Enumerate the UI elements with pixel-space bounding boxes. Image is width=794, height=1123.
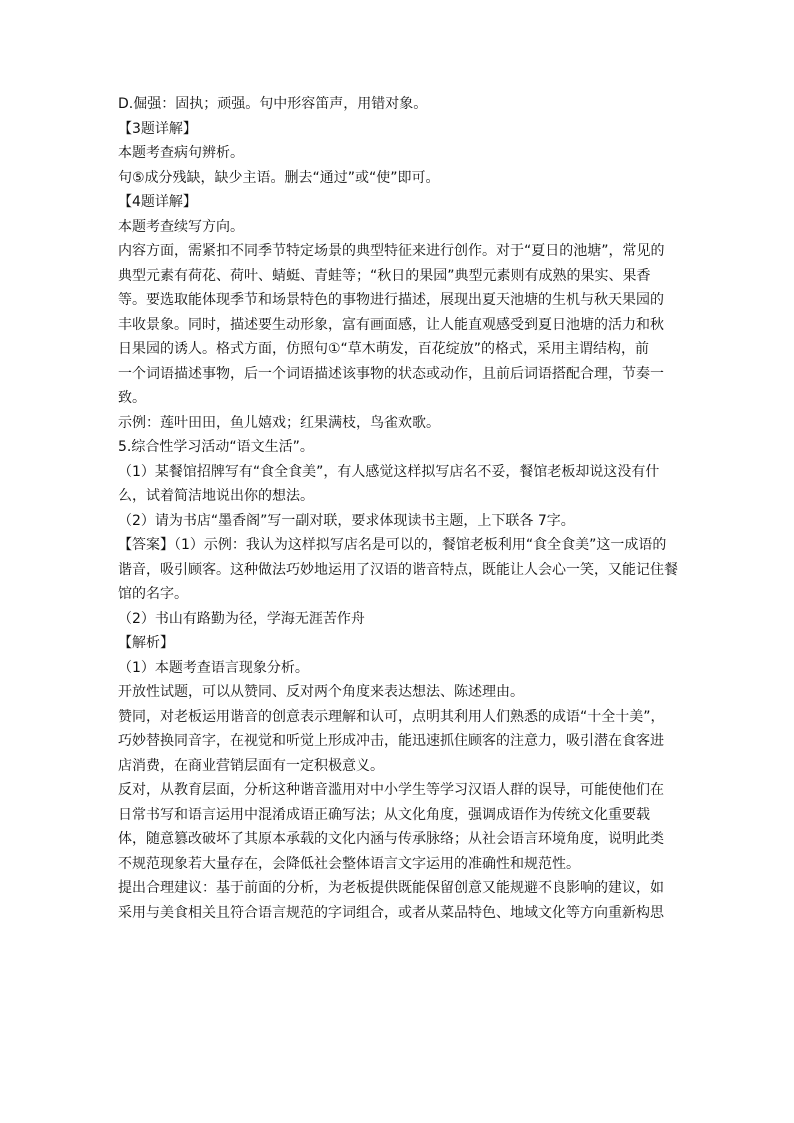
text-line: 馆的名字。: [118, 586, 188, 602]
text-line: （1）某餐馆招牌写有“食全食美”，有人感觉这样拟写店名不妥，餐馆老板却说这没有什: [118, 463, 660, 480]
section-heading: 【4题详解】: [118, 194, 197, 210]
text-line: 日果园的诱人。格式方面，仿照句①“草木萌发，百花绽放”的格式，采用主谓结构，前: [118, 341, 650, 357]
text-line: 示例：莲叶田田，鱼儿嬉戏；红果满枝，鸟雀欢歌。: [118, 414, 440, 431]
text-line: 内容方面，需紧扣不同季节特定场景的典型特征来进行创作。对于“夏日的池塘”，常见的: [118, 243, 665, 259]
text-line: 本题考查续写方向。: [118, 218, 244, 235]
text-line: D.倔强：固执；顽强。句中形容笛声，用错对象。: [118, 96, 428, 112]
text-line: 体，随意篡改破坏了其原本承载的文化内涵与传承脉络；从社会语言环境角度，说明此类: [118, 831, 664, 847]
text-line: 谐音，吸引顾客。这种做法巧妙地运用了汉语的谐音特点，既能让人会心一笑，又能记住餐: [118, 561, 678, 578]
text-line: 店消费，在商业营销层面有一定积极意义。: [118, 757, 384, 774]
text-line: 不规范现象若大量存在，会降低社会整体语言文字运用的准确性和规范性。: [118, 855, 580, 872]
section-heading: 【解析】: [118, 635, 174, 651]
text-line: 丰收景象。同时，描述要生动形象，富有画面感，让人能直观感受到夏日池塘的活力和秋: [118, 316, 664, 333]
text-line: 等。要选取能体现季节和场景特色的事物进行描述，展现出夏天池塘的生机与秋天果园的: [118, 292, 664, 308]
text-line: 开放性试题，可以从赞同、反对两个角度来表达想法、陈述理由。: [118, 684, 524, 700]
answer-line: 【答案】（1）示例：我认为这样拟写店名是可以的，餐馆老板利用“食全食美”这一成语的: [118, 537, 667, 553]
text-line: 采用与美食相关且符合语言规范的字词组合，或者从菜品特色、地域文化等方向重新构思: [118, 904, 664, 921]
text-line: 典型元素有荷花、荷叶、蜻蜓、青蛙等；“秋日的果园”典型元素则有成熟的果实、果香: [118, 267, 651, 284]
text-line: 反对，从教育层面，分析这种谐音滥用对中小学生等学习汉语人群的误导，可能使他们在: [118, 782, 664, 798]
text-line: 巧妙替换同音字，在视觉和听觉上形成冲击，能迅速抓住顾客的注意力，吸引潜在食客进: [118, 733, 664, 749]
question-heading: 5.综合性学习活动“语文生活”。: [118, 439, 314, 455]
text-line: 致。: [118, 390, 146, 406]
text-line: 提出合理建议：基于前面的分析，为老板提供既能保留创意又能规避不良影响的建议，如: [118, 880, 664, 896]
text-line: （2）请为书店“墨香阁”写一副对联，要求体现读书主题，上下联各 7字。: [118, 512, 575, 529]
document-body: [118, 92, 678, 925]
text-line: （2）书山有路勤为径，学海无涯苦作舟: [118, 610, 365, 627]
text-line: 一个词语描述事物，后一个词语描述该事物的状态或动作，且前后词语搭配合理，节奏一: [118, 365, 664, 382]
text-line: （1）本题考查语言现象分析。: [118, 659, 309, 676]
text-line: 赞同，对老板运用谐音的创意表示理解和认可，点明其利用人们熟悉的成语“十全十美”，: [118, 708, 665, 725]
text-line: 本题考查病句辨析。: [118, 145, 244, 161]
text-line: 句⑤成分残缺，缺少主语。删去“通过”或“使”即可。: [118, 169, 440, 186]
section-heading: 【3题详解】: [118, 120, 197, 137]
text-line: 么，试着简洁地说出你的想法。: [118, 488, 314, 504]
text-line: 日常书写和语言运用中混淆成语正确写法；从文化角度，强调成语作为传统文化重要载: [118, 806, 650, 823]
